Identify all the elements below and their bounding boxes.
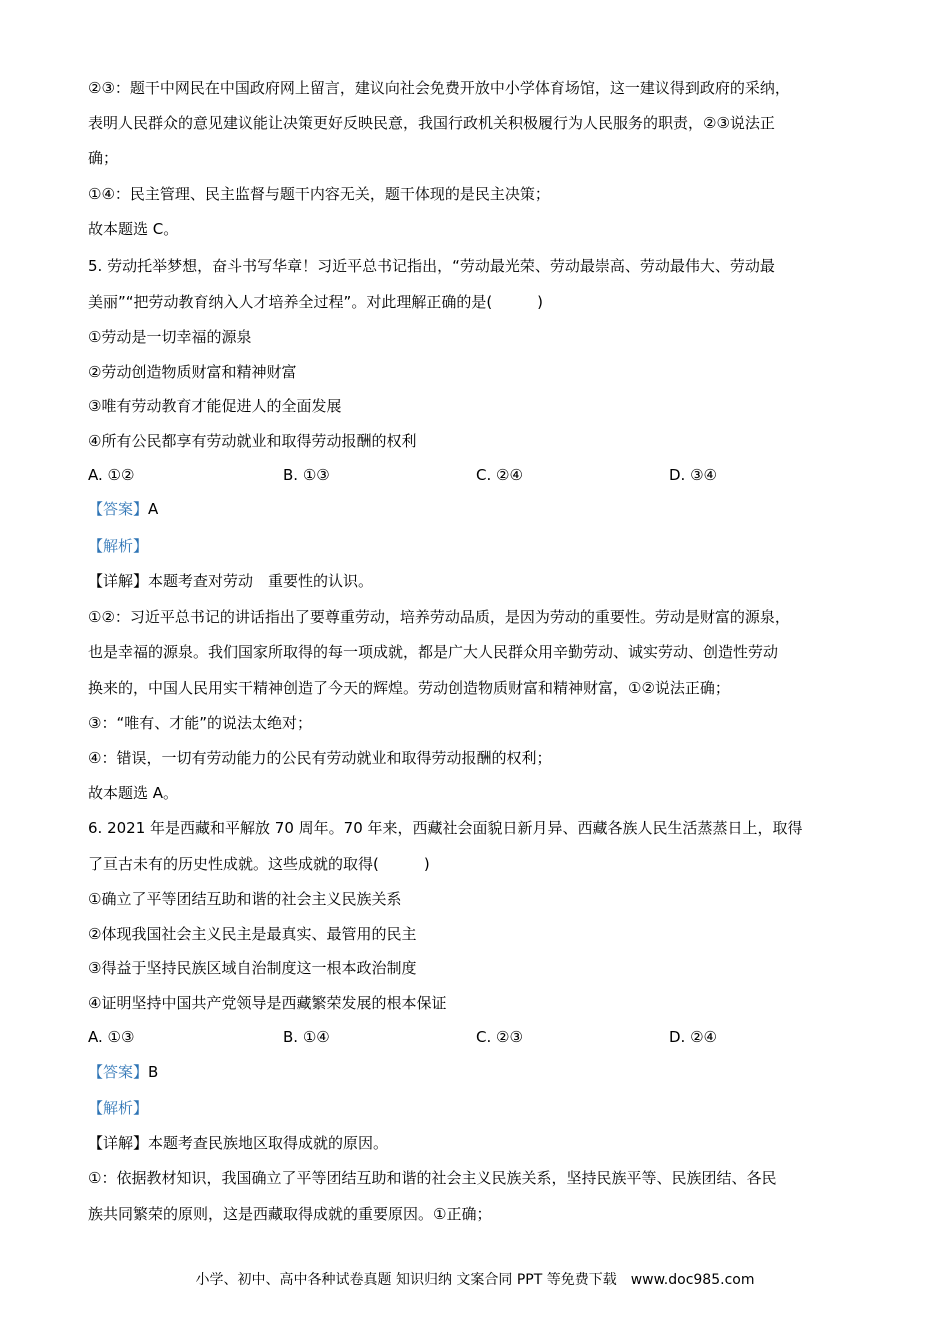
question-6-option-d: D. ②④ — [669, 1028, 717, 1046]
text-line: 确； — [88, 149, 119, 167]
question-5-option-d: D. ③④ — [669, 466, 717, 484]
question-6-statement: ④证明坚持中国共产党领导是西藏繁荣发展的根本保证 — [88, 994, 447, 1012]
question-5-statement: ④所有公民都享有劳动就业和取得劳动报酬的权利 — [88, 432, 417, 450]
question-5-analysis-tag — [88, 536, 148, 556]
question-6-answer — [88, 1062, 158, 1082]
answer-tag: 【答案】 — [88, 500, 149, 518]
question-5-option-a: A. ①② — [88, 466, 135, 484]
text-line: ①④：民主管理、民主监督与题干内容无关，题干体现的是民主决策； — [88, 185, 550, 203]
question-6-stem: 了亘古未有的历史性成就。这些成就的取得( ) — [88, 855, 430, 873]
page-footer: 小学、初中、高中各种试卷真题 知识归纳 文案合同 PPT 等免费下载 www.doc985.com — [195, 1272, 755, 1288]
question-6-analysis-tag — [88, 1098, 148, 1118]
question-5-stem: 美丽”“把劳动教育纳入人才培养全过程”。对此理解正确的是( ) — [88, 293, 544, 311]
question-6-statement: ②体现我国社会主义民主是最真实、最管用的民主 — [88, 925, 417, 943]
question-5-conclusion: 故本题选 A。 — [88, 784, 179, 802]
question-6-detail: 【详解】本题考查民族地区取得成就的原因。 — [88, 1134, 389, 1152]
question-5-answer — [88, 499, 158, 519]
question-5-detail: 【详解】本题考查对劳动 重要性的认识。 — [88, 572, 374, 590]
question-6-statement: ①确立了平等团结互助和谐的社会主义民族关系 — [88, 890, 402, 908]
question-6-detail: ①：依据教材知识，我国确立了平等团结互助和谐的社会主义民族关系，坚持民族平等、民族团结、各民 — [88, 1169, 777, 1187]
question-5-detail: ①②：习近平总书记的讲话指出了要尊重劳动，培养劳动品质，是因为劳动的重要性。劳动是财富的源泉， — [88, 608, 790, 626]
question-6-stem: 6. 2021 年是西藏和平解放 70 周年。70 年来，西藏社会面貌日新月异、西藏各族人民生活蒸蒸日上，取得 — [88, 819, 803, 837]
question-6-option-c: C. ②③ — [476, 1028, 523, 1046]
analysis-tag: 【解析】 — [88, 1099, 149, 1117]
question-5-detail: 换来的，中国人民用实干精神创造了今天的辉煌。劳动创造物质财富和精神财富，①②说法正确； — [88, 679, 730, 697]
answer-value: B — [148, 1063, 159, 1081]
question-5-detail: 也是幸福的源泉。我们国家所取得的每一项成就，都是广大人民群众用辛勤劳动、诚实劳动、创造性劳动 — [88, 643, 779, 661]
question-6-option-b: B. ①④ — [283, 1028, 330, 1046]
text-line: 故本题选 C。 — [88, 220, 179, 238]
question-5-option-b: B. ①③ — [283, 466, 330, 484]
analysis-tag: 【解析】 — [88, 537, 149, 555]
text-line: 表明人民群众的意见建议能让决策更好反映民意，我国行政机关积极履行为人民服务的职责，②③说法正 — [88, 114, 775, 132]
answer-tag: 【答案】 — [88, 1063, 149, 1081]
answer-value: A — [148, 500, 159, 518]
question-5-statement: ②劳动创造物质财富和精神财富 — [88, 363, 297, 381]
question-6-option-a: A. ①③ — [88, 1028, 135, 1046]
question-6-statement: ③得益于坚持民族区域自治制度这一根本政治制度 — [88, 959, 417, 977]
question-5-statement: ③唯有劳动教育才能促进人的全面发展 — [88, 397, 342, 415]
question-5-detail: ④：错误，一切有劳动能力的公民有劳动就业和取得劳动报酬的权利； — [88, 749, 552, 767]
question-5-statement: ①劳动是一切幸福的源泉 — [88, 328, 252, 346]
question-5-option-c: C. ②④ — [476, 466, 523, 484]
text-line: ②③：题干中网民在中国政府网上留言，建议向社会免费开放中小学体育场馆，这一建议得到政府的采纳， — [88, 79, 790, 97]
question-6-detail: 族共同繁荣的原则，这是西藏取得成就的重要原因。①正确； — [88, 1205, 492, 1223]
question-5-detail: ③：“唯有、才能”的说法太绝对； — [88, 714, 312, 732]
question-5-stem: 5. 劳动托举梦想，奋斗书写华章！习近平总书记指出，“劳动最光荣、劳动最崇高、劳动最伟大、劳动最 — [88, 257, 775, 275]
